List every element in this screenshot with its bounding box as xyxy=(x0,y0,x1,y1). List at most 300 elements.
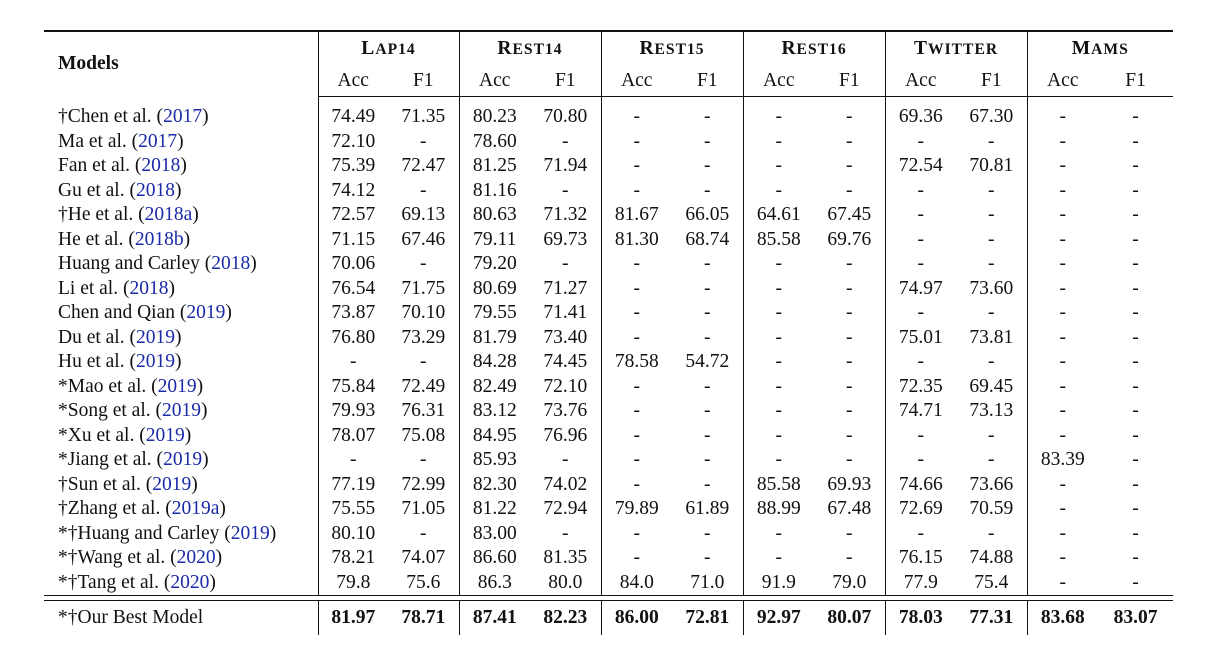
citation-year-link[interactable]: 2019 xyxy=(145,424,185,446)
table-cell: 75.39 xyxy=(318,154,388,179)
table-cell: - xyxy=(704,473,711,495)
table-cell: - xyxy=(846,130,853,152)
table-cell: 61.89 xyxy=(685,498,730,519)
table-cell: - xyxy=(1132,449,1139,470)
table-cell: 74.88 xyxy=(969,547,1014,568)
table-cell: 69.73 xyxy=(543,228,588,250)
table-cell: - xyxy=(988,204,995,225)
table-row xyxy=(44,326,1173,351)
table-cell: - xyxy=(704,130,711,152)
table-cell: 81.79 xyxy=(459,326,530,351)
model-prefix-name: † xyxy=(58,204,68,225)
table-cell: - xyxy=(846,449,853,470)
citation-year-link[interactable]: 2017 xyxy=(163,106,203,127)
metric-f1: F1 xyxy=(672,66,743,97)
table-cell: - xyxy=(1132,498,1139,519)
citation-year-link[interactable]: 2019 xyxy=(163,449,203,470)
table-cell: - xyxy=(601,154,672,179)
table-cell: 71.32 xyxy=(543,204,588,225)
model-author: Du et al. ( xyxy=(58,326,136,348)
table-cell: 72.57 xyxy=(318,203,388,228)
table-cell: - xyxy=(704,547,711,568)
table-cell: 83.00 xyxy=(459,522,530,547)
citation-year-link[interactable]: 2018 xyxy=(211,253,251,274)
table-cell: - xyxy=(601,448,672,473)
table-cell: - xyxy=(1027,522,1098,547)
table-cell: 54.72 xyxy=(685,351,730,372)
metric-f1: F1 xyxy=(814,66,885,97)
best-cell: 78.71 xyxy=(388,601,459,636)
table-cell: - xyxy=(846,400,853,421)
table-cell: 74.71 xyxy=(885,399,956,424)
table-cell: - xyxy=(1132,547,1139,568)
table-cell: 79.8 xyxy=(318,571,388,596)
model-name xyxy=(44,497,318,522)
table-cell: - xyxy=(846,277,853,299)
table-cell: 79.93 xyxy=(318,399,388,424)
table-cell: - xyxy=(1132,106,1139,127)
citation-close: ) xyxy=(202,449,209,470)
table-row xyxy=(44,179,1173,204)
table-cell: 73.29 xyxy=(401,326,446,348)
table-cell: 81.22 xyxy=(459,497,530,522)
table-cell: 77.9 xyxy=(885,571,956,596)
table-cell: 80.63 xyxy=(459,203,530,228)
table-cell: 88.99 xyxy=(743,497,814,522)
table-cell: 67.45 xyxy=(827,204,872,225)
table-cell: 79.55 xyxy=(459,301,530,326)
table-cell: - xyxy=(318,448,388,473)
table-cell: - xyxy=(1027,130,1098,155)
table-cell: 78.07 xyxy=(318,424,388,449)
table-cell: - xyxy=(601,277,672,302)
citation-year-link[interactable]: 2019 xyxy=(157,375,197,397)
model-name xyxy=(44,571,318,596)
model-name xyxy=(44,130,318,155)
table-cell: - xyxy=(704,522,711,544)
table-cell: 71.94 xyxy=(543,155,588,176)
table-cell: - xyxy=(1132,179,1139,201)
table-cell: - xyxy=(743,448,814,473)
table-cell: - xyxy=(601,473,672,498)
table-cell: - xyxy=(885,130,956,155)
table-row xyxy=(44,399,1173,424)
table-cell: 67.46 xyxy=(401,228,446,250)
best-cell: 77.31 xyxy=(956,601,1027,636)
table-cell: 81.30 xyxy=(601,228,672,253)
table-cell: 85.58 xyxy=(743,473,814,498)
table-cell: - xyxy=(601,252,672,277)
table-cell: - xyxy=(846,179,853,201)
table-cell: 78.58 xyxy=(601,350,672,375)
table-cell: - xyxy=(743,375,814,400)
table-cell: 72.47 xyxy=(401,155,446,176)
citation-close: ) xyxy=(225,302,232,323)
model-name xyxy=(44,252,318,277)
table-row xyxy=(44,277,1173,302)
table-cell: 75.01 xyxy=(885,326,956,351)
model-author: Huang and Carley ( xyxy=(77,522,231,544)
table-cell: 76.15 xyxy=(885,546,956,571)
model-author: Mao et al. ( xyxy=(67,375,158,397)
metric-f1: F1 xyxy=(956,66,1027,97)
table-cell: 72.94 xyxy=(543,498,588,519)
model-author: Tang et al. ( xyxy=(77,571,171,593)
table-cell: 67.48 xyxy=(827,498,872,519)
table-cell: - xyxy=(420,522,427,544)
metric-f1: F1 xyxy=(1098,66,1173,97)
metric-acc: Acc xyxy=(885,66,956,97)
table-cell: - xyxy=(1027,375,1098,400)
table-row xyxy=(44,571,1173,596)
model-author: He et al. ( xyxy=(58,228,135,250)
model-name xyxy=(44,326,318,351)
citation-year-link[interactable]: 2019a xyxy=(171,498,220,519)
table-cell: 70.06 xyxy=(318,252,388,277)
table-cell: 84.28 xyxy=(459,350,530,375)
table-cell: - xyxy=(743,277,814,302)
table-cell: - xyxy=(1132,277,1139,299)
citation-close: ) xyxy=(200,400,208,421)
table-cell: 71.27 xyxy=(543,277,588,299)
table-cell: - xyxy=(1132,400,1139,421)
table-cell: - xyxy=(743,154,814,179)
table-cell: - xyxy=(743,399,814,424)
table-cell: - xyxy=(562,449,569,470)
table-cell: - xyxy=(885,424,956,449)
table-cell: - xyxy=(601,301,672,326)
table-cell: 71.15 xyxy=(318,228,388,253)
table-cell: - xyxy=(1132,571,1139,593)
citation-close: ) xyxy=(184,424,192,446)
group-header-lap14: LAP14 xyxy=(318,31,459,66)
table-cell: - xyxy=(885,522,956,547)
model-author: Wang et al. ( xyxy=(77,547,177,568)
table-row xyxy=(44,448,1173,473)
table-cell: - xyxy=(1027,154,1098,179)
table-cell: - xyxy=(562,130,569,152)
table-cell: 73.66 xyxy=(969,473,1014,495)
table-cell: 69.76 xyxy=(827,228,872,250)
table-cell: 72.35 xyxy=(885,375,956,400)
table-cell: - xyxy=(885,448,956,473)
table-row xyxy=(44,546,1173,571)
model-author: He et al. ( xyxy=(67,204,145,225)
table-cell: 91.9 xyxy=(743,571,814,596)
model-prefix-name: † xyxy=(58,473,68,495)
model-name xyxy=(44,179,318,204)
table-cell: 76.54 xyxy=(318,277,388,302)
table-cell: - xyxy=(846,522,853,544)
metric-acc: Acc xyxy=(1027,66,1098,97)
table-cell: - xyxy=(846,424,853,446)
citation-year-link[interactable]: 2018b xyxy=(134,228,184,250)
models-header: Models xyxy=(44,31,318,97)
citation-close: ) xyxy=(209,571,216,593)
table-row xyxy=(44,105,1173,130)
table-cell: - xyxy=(1027,399,1098,424)
table-cell: - xyxy=(420,253,427,274)
table-cell: 69.93 xyxy=(827,473,872,495)
table-cell: - xyxy=(743,350,814,375)
citation-close: ) xyxy=(174,326,182,348)
table-cell: - xyxy=(846,375,853,397)
table-cell: 85.93 xyxy=(459,448,530,473)
best-cell: 80.07 xyxy=(814,601,885,636)
model-name xyxy=(44,105,318,130)
table-cell: - xyxy=(704,424,711,446)
table-row xyxy=(44,301,1173,326)
model-prefix-name: † xyxy=(58,106,68,127)
model-name xyxy=(44,228,318,253)
table-cell: - xyxy=(601,130,672,155)
citation-close: ) xyxy=(180,155,187,176)
table-cell: - xyxy=(743,179,814,204)
table-cell: - xyxy=(743,301,814,326)
table-row xyxy=(44,203,1173,228)
table-cell: 68.74 xyxy=(685,228,730,250)
table-cell: - xyxy=(885,203,956,228)
table-cell: 64.61 xyxy=(743,203,814,228)
table-cell: 73.60 xyxy=(969,277,1014,299)
model-prefix-name: † xyxy=(58,498,68,519)
model-prefix-name: *† xyxy=(58,547,78,568)
table-cell: - xyxy=(1132,204,1139,225)
citation-year-link[interactable]: 2018 xyxy=(129,277,169,299)
model-author: Song et al. ( xyxy=(67,400,162,421)
table-cell: 75.08 xyxy=(401,424,446,446)
table-cell: 76.96 xyxy=(543,424,588,446)
citation-year-link[interactable]: 2018 xyxy=(141,155,181,176)
citation-year-link[interactable]: 2020 xyxy=(176,547,216,568)
citation-year-link[interactable]: 2019 xyxy=(161,400,201,421)
table-cell: - xyxy=(601,375,672,400)
table-cell: 84.95 xyxy=(459,424,530,449)
table-cell: 84.0 xyxy=(601,571,672,596)
table-row xyxy=(44,473,1173,498)
table-cell: 79.11 xyxy=(459,228,530,253)
table-cell: 67.30 xyxy=(969,106,1014,127)
table-cell: - xyxy=(988,449,995,470)
model-author: Jiang et al. ( xyxy=(67,449,164,470)
table-cell: - xyxy=(988,351,995,372)
table-cell: - xyxy=(704,302,711,323)
table-cell: - xyxy=(1132,424,1139,446)
table-cell: - xyxy=(704,449,711,470)
table-cell: - xyxy=(1027,571,1098,596)
best-model-section xyxy=(44,601,1173,636)
table-cell: - xyxy=(988,302,995,323)
table-cell: 82.30 xyxy=(459,473,530,498)
table-cell: 82.49 xyxy=(459,375,530,400)
table-cell: 76.80 xyxy=(318,326,388,351)
model-name xyxy=(44,448,318,473)
table-cell: 70.81 xyxy=(969,155,1014,176)
best-cell: 86.00 xyxy=(601,601,672,636)
metric-f1: F1 xyxy=(388,66,459,97)
group-header-row xyxy=(44,31,1173,66)
table-cell: - xyxy=(1132,351,1139,372)
citation-year-link[interactable]: 2020 xyxy=(170,571,210,593)
table-cell: - xyxy=(1027,424,1098,449)
table-row xyxy=(44,228,1173,253)
table-cell: - xyxy=(1027,179,1098,204)
model-prefix-name: * xyxy=(58,400,68,421)
table-cell: - xyxy=(1132,253,1139,274)
table-cell: - xyxy=(885,252,956,277)
table-cell: - xyxy=(988,130,995,152)
citation-close: ) xyxy=(177,130,184,152)
table-cell: 73.40 xyxy=(543,326,588,348)
table-cell: - xyxy=(988,253,995,274)
best-model-row xyxy=(44,601,1173,636)
citation-close: ) xyxy=(183,228,191,250)
table-cell: 71.41 xyxy=(543,302,588,323)
table-cell: - xyxy=(704,155,711,176)
table-cell: 71.0 xyxy=(690,571,725,593)
model-name xyxy=(44,277,318,302)
table-cell: 74.97 xyxy=(885,277,956,302)
citation-year-link[interactable]: 2019 xyxy=(186,302,226,323)
citation-year-link[interactable]: 2018a xyxy=(144,204,193,225)
table-cell: 72.10 xyxy=(543,375,588,397)
table-cell: 74.07 xyxy=(401,547,446,568)
model-name xyxy=(44,546,318,571)
table-cell: 70.59 xyxy=(969,498,1014,519)
table-cell: - xyxy=(1027,473,1098,498)
model-author: Hu et al. ( xyxy=(58,351,136,372)
table-cell: 71.35 xyxy=(401,106,446,127)
table-cell: - xyxy=(704,106,711,127)
citation-year-link[interactable]: 2017 xyxy=(138,130,178,152)
citation-close: ) xyxy=(196,375,204,397)
table-cell: 81.25 xyxy=(459,154,530,179)
table-cell: 74.66 xyxy=(885,473,956,498)
best-cell: 83.68 xyxy=(1027,601,1098,636)
table-cell: 72.69 xyxy=(885,497,956,522)
model-prefix-name: * xyxy=(58,449,68,470)
table-cell: 69.13 xyxy=(401,204,446,225)
table-cell: 75.4 xyxy=(974,571,1009,593)
table-cell: 79.89 xyxy=(601,497,672,522)
table-cell: 69.36 xyxy=(885,105,956,130)
table-cell: - xyxy=(420,351,427,372)
table-cell: 79.20 xyxy=(459,252,530,277)
model-name xyxy=(44,154,318,179)
citation-close: ) xyxy=(174,179,182,201)
best-cell: 92.97 xyxy=(743,601,814,636)
table-cell: - xyxy=(988,228,995,250)
table-cell: - xyxy=(885,350,956,375)
table-row xyxy=(44,424,1173,449)
table-cell: - xyxy=(1132,522,1139,544)
model-name xyxy=(44,522,318,547)
table-cell: 81.35 xyxy=(543,547,588,568)
table-cell: - xyxy=(1027,301,1098,326)
table-cell: - xyxy=(704,277,711,299)
best-cell: 83.07 xyxy=(1098,601,1173,636)
model-prefix-name: * xyxy=(58,375,68,397)
citation-year-link[interactable]: 2019 xyxy=(135,326,175,348)
table-cell: - xyxy=(1132,326,1139,348)
table-cell: 72.49 xyxy=(401,375,446,397)
table-row xyxy=(44,130,1173,155)
table-cell: 81.16 xyxy=(459,179,530,204)
table-cell: - xyxy=(601,424,672,449)
table-cell: - xyxy=(846,155,853,176)
model-name xyxy=(44,473,318,498)
table-cell: - xyxy=(601,105,672,130)
table-cell: - xyxy=(1027,105,1098,130)
table-cell: - xyxy=(885,179,956,204)
table-cell: 74.12 xyxy=(318,179,388,204)
table-cell: - xyxy=(846,547,853,568)
table-cell: - xyxy=(846,351,853,372)
table-row xyxy=(44,375,1173,400)
table-cell: - xyxy=(1132,302,1139,323)
citation-year-link[interactable]: 2019 xyxy=(135,351,175,372)
table-cell: 78.60 xyxy=(459,130,530,155)
group-header-mams: MAMS xyxy=(1027,31,1173,66)
citation-close: ) xyxy=(168,277,175,299)
table-cell: 80.0 xyxy=(548,571,583,593)
table-cell: - xyxy=(1027,277,1098,302)
model-author: Li et al. ( xyxy=(58,277,130,299)
best-cell: 72.81 xyxy=(672,601,743,636)
citation-year-link[interactable]: 2019 xyxy=(230,522,270,544)
table-cell: - xyxy=(743,105,814,130)
table-cell: 69.45 xyxy=(969,375,1014,397)
citation-close: ) xyxy=(215,547,223,568)
model-name xyxy=(44,350,318,375)
table-cell: 83.39 xyxy=(1027,448,1098,473)
table-cell: - xyxy=(562,253,569,274)
table-cell: - xyxy=(1027,497,1098,522)
table-cell: - xyxy=(601,326,672,351)
group-header-rest15: REST15 xyxy=(601,31,743,66)
table-cell: - xyxy=(601,546,672,571)
table-cell: 80.10 xyxy=(318,522,388,547)
citation-close: ) xyxy=(192,204,199,225)
citation-year-link[interactable]: 2019 xyxy=(152,473,192,495)
table-row xyxy=(44,522,1173,547)
table-cell: 70.10 xyxy=(401,302,446,323)
table-cell: 72.99 xyxy=(401,473,446,495)
best-model-label: *†Our Best Model xyxy=(44,601,318,636)
table-cell: - xyxy=(1027,546,1098,571)
citation-close: ) xyxy=(269,522,277,544)
model-name xyxy=(44,203,318,228)
table-cell: - xyxy=(743,252,814,277)
table-cell: - xyxy=(420,179,427,201)
best-cell: 81.97 xyxy=(318,601,388,636)
table-cell: 71.05 xyxy=(401,498,446,519)
table-row xyxy=(44,154,1173,179)
results-table xyxy=(44,30,1173,635)
results-body xyxy=(44,97,1173,601)
model-author: Sun et al. ( xyxy=(67,473,153,495)
table-cell: 75.6 xyxy=(406,571,441,593)
table-row xyxy=(44,350,1173,375)
metric-acc: Acc xyxy=(459,66,530,97)
citation-year-link[interactable]: 2018 xyxy=(135,179,175,201)
model-author: Zhang et al. ( xyxy=(67,498,172,519)
table-cell: 83.12 xyxy=(459,399,530,424)
table-cell: - xyxy=(704,400,711,421)
table-cell: - xyxy=(704,179,711,201)
citation-close: ) xyxy=(191,473,198,495)
group-header-twitter: TWITTER xyxy=(885,31,1027,66)
